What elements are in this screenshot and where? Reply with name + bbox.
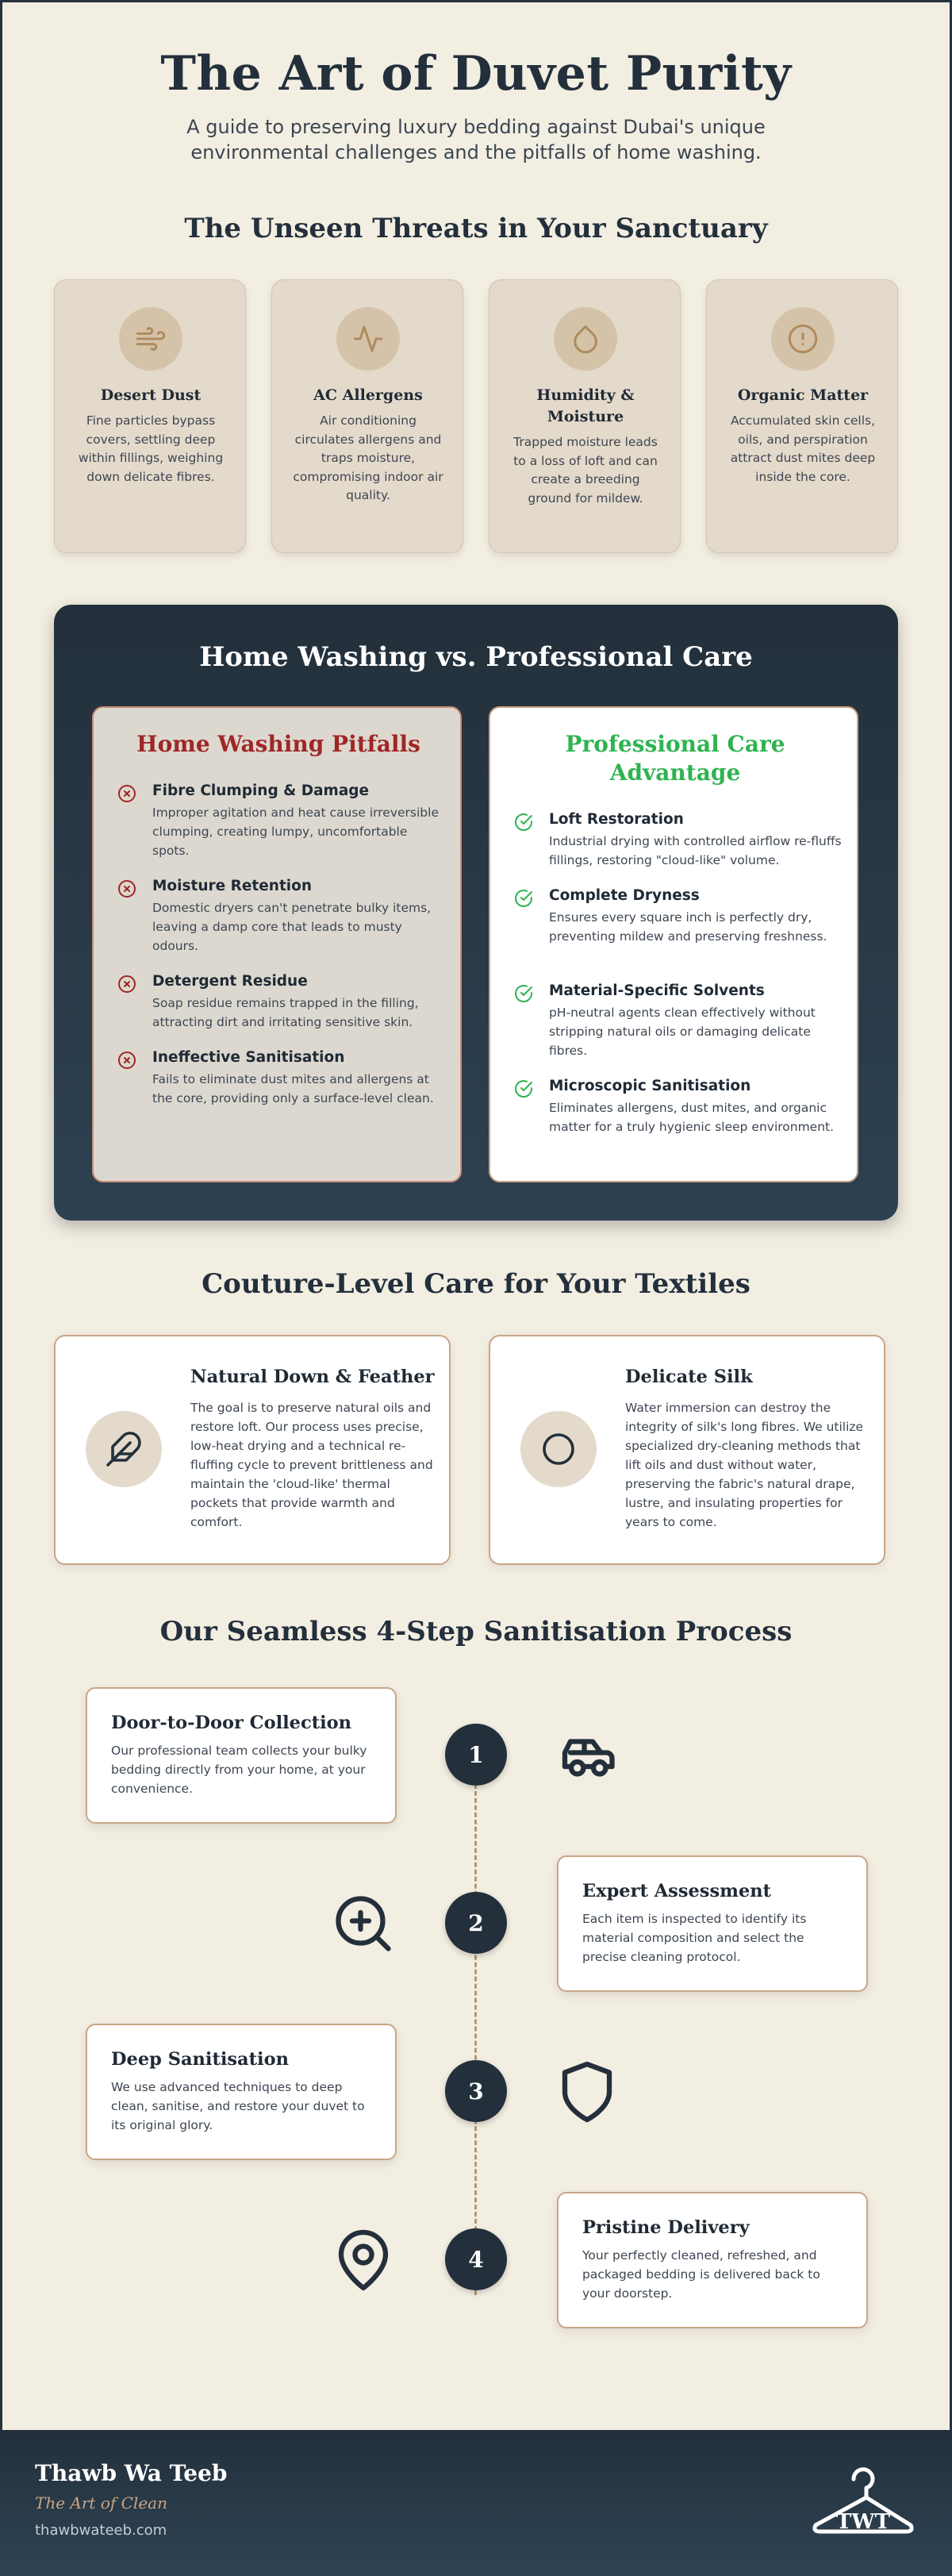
circle-icon [520,1411,597,1487]
pitfall-title: Moisture Retention [152,878,313,894]
page-title: The Art of Duvet Purity [160,46,792,102]
step-number-badge: 1 [445,1724,507,1786]
threat-title: Desert Dust [100,386,202,404]
step-desc: We use advanced techniques to deep clean, sanitise, and restore your duvet to its original glory. [111,2080,365,2132]
pitfall-desc: Soap residue remains trapped in the filling, attracting dirt and irritating sensitive skin. [152,996,419,1029]
textile-desc: Water immersion can destroy the integrity of silk's long fibres. We utilize specialized dry-cleaning methods that lift oils and dust without water, preserving the fabric's natural drape, lustre, and insulating properties for years to come. [625,1401,864,1529]
threats-section-title: The Unseen Threats in Your Sanctuary [184,213,768,244]
threat-card-ac-allergens [271,279,463,553]
threat-desc: Accumulated skin cells, oils, and perspiration attract dust mites deep inside the core. [730,413,876,484]
check-circle-icon [514,984,533,1003]
step-title: Door-to-Door Collection [111,1713,352,1733]
logo-monogram: TWT [836,2510,890,2534]
step-card-delivery [557,2192,868,2328]
x-circle-icon [117,784,136,803]
footer [0,2430,952,2576]
threat-card-desert-dust [54,279,246,553]
truck-icon [554,1722,620,1789]
threat-card-humidity [489,279,681,553]
map-pin-icon [330,2227,397,2293]
step-card-assessment [557,1855,868,1992]
pitfall-desc: Domestic dryers can't penetrate bulky items, leaving a damp core that leads to musty odours. [152,901,432,953]
textile-title: Natural Down & Feather [190,1367,435,1387]
page-subtitle: A guide to preserving luxury bedding against Dubai's unique environmental challenges and the pitfalls of home washing. [186,116,766,163]
footer-url-link[interactable]: thawbwateeb.com [35,2522,167,2539]
pitfalls-title: Home Washing Pitfalls [136,731,420,757]
advantage-card [489,706,858,1182]
x-circle-icon [117,879,136,898]
hanger-logo-icon [808,2465,919,2541]
pitfall-title: Fibre Clumping & Damage [152,782,370,799]
threat-title: Organic Matter [737,386,869,404]
feather-icon [86,1411,162,1487]
textile-card-silk [489,1335,885,1565]
step-title: Pristine Delivery [582,2217,750,2238]
advantage-item-title: Complete Dryness [549,887,700,904]
threat-title: Humidity & Moisture [536,386,635,425]
comparison-title: Home Washing vs. Professional Care [199,641,753,673]
process-section-title: Our Seamless 4-Step Sanitisation Process [159,1616,793,1647]
step-title: Expert Assessment [582,1881,772,1901]
alert-circle-icon [771,307,835,371]
threat-desc: Trapped moisture leads to a loss of loft and can create a breeding ground for mildew. [513,435,658,506]
advantage-item-desc: pH-neutral agents clean effectively without stripping natural oils or damaging delicate fibres. [549,1005,816,1058]
check-circle-icon [514,889,533,908]
footer-brand: Thawb Wa Teeb [35,2460,228,2486]
step-number-badge: 3 [445,2060,507,2122]
advantage-item-desc: Industrial drying with controlled airflow re-fluffs fillings, restoring "cloud-like" volume. [549,834,842,867]
advantage-item-desc: Ensures every square inch is perfectly dry, preventing mildew and preserving freshness. [549,910,827,944]
timeline-line [474,1755,477,2295]
threat-card-organic-matter [706,279,898,553]
droplet-icon [554,307,617,371]
pitfall-title: Ineffective Sanitisation [152,1049,345,1066]
textile-title: Delicate Silk [625,1367,753,1387]
x-circle-icon [117,1051,136,1070]
textiles-section-title: Couture-Level Care for Your Textiles [202,1268,750,1300]
pitfall-desc: Fails to eliminate dust mites and allergens at the core, providing only a surface-level clean. [152,1072,434,1105]
wind-icon [119,307,182,371]
step-desc: Our professional team collects your bulky bedding directly from your home, at your convenience. [111,1744,367,1796]
shield-icon [554,2059,620,2125]
step-card-sanitisation [86,2024,397,2160]
comparison-panel [54,605,898,1221]
step-desc: Your perfectly cleaned, refreshed, and packaged bedding is delivered back to your doorstep. [582,2248,820,2301]
step-number-badge: 4 [445,2228,507,2290]
pitfalls-card [92,706,462,1182]
advantage-item-desc: Eliminates allergens, dust mites, and organic matter for a truly hygienic sleep environment. [549,1101,835,1134]
advantage-item-title: Material-Specific Solvents [549,982,765,999]
check-circle-icon [514,1079,533,1098]
textile-desc: The goal is to preserve natural oils and restore loft. Our process uses precise, low-heat drying and a technical re-fluffing cycle to prevent brittleness and maintain the 'cloud-like' thermal pockets that provide warmth and comfort. [190,1401,433,1529]
pitfall-title: Detergent Residue [152,973,308,990]
advantage-title: Professional Care Advantage [565,731,785,786]
advantage-item-title: Microscopic Sanitisation [549,1078,751,1094]
pitfall-desc: Improper agitation and heat cause irreversible clumping, creating lumpy, uncomfortable spots. [152,805,439,858]
x-circle-icon [117,975,136,994]
step-card-collection [86,1687,397,1824]
step-title: Deep Sanitisation [111,2049,289,2070]
zoom-in-icon [330,1890,397,1957]
textile-card-down-feather [54,1335,451,1565]
activity-icon [336,307,400,371]
advantage-item-title: Loft Restoration [549,811,684,828]
check-circle-icon [514,813,533,832]
footer-tagline: The Art of Clean [35,2493,167,2513]
step-desc: Each item is inspected to identify its material composition and select the precise cleaning protocol. [582,1912,807,1964]
threat-desc: Fine particles bypass covers, settling deep within fillings, weighing down delicate fibres. [78,413,224,484]
threat-desc: Air conditioning circulates allergens and traps moisture, compromising indoor air quality. [293,413,443,502]
threat-title: AC Allergens [313,386,423,404]
step-number-badge: 2 [445,1892,507,1954]
